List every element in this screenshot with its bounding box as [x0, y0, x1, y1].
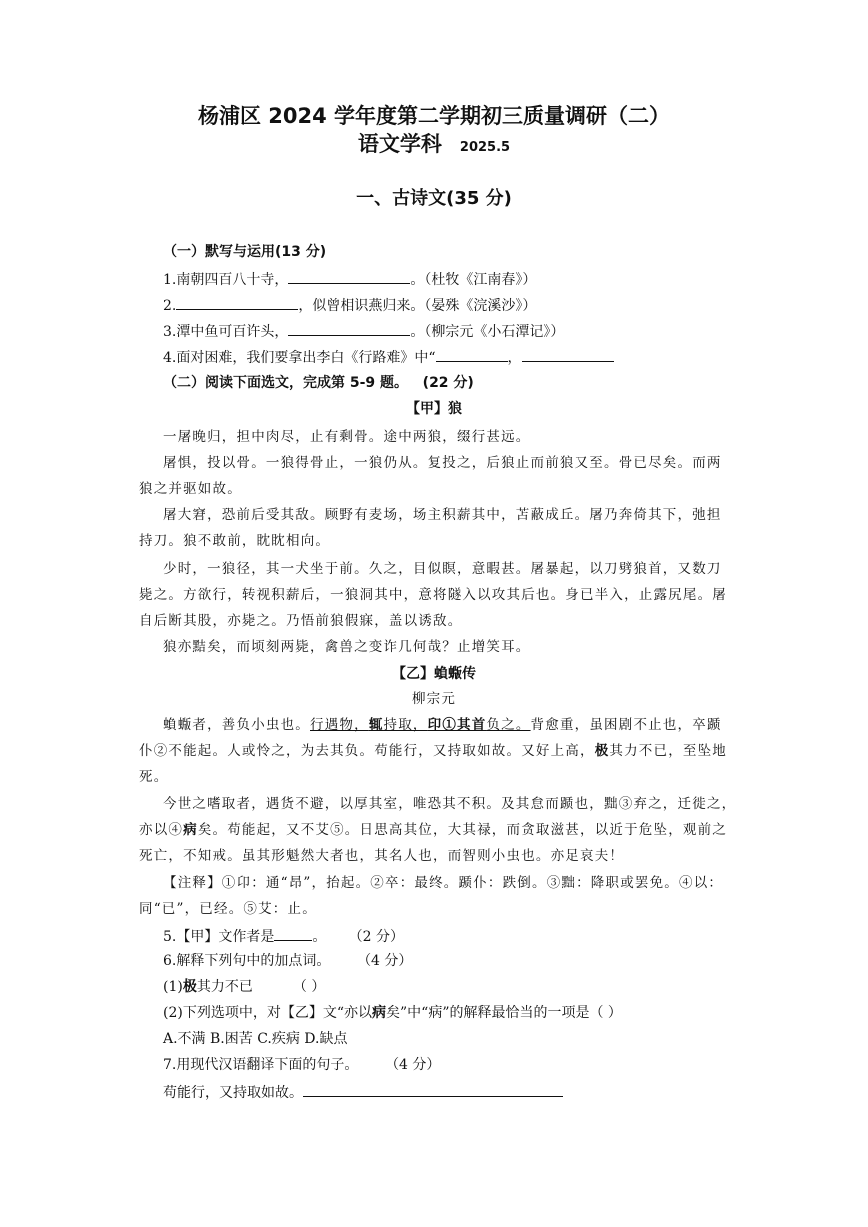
yi-u3: 持取， [383, 717, 428, 733]
q1-suffix: 。（杜牧《江南春》） [410, 272, 537, 288]
q5-blank[interactable] [274, 926, 312, 941]
q4-blank-1[interactable] [436, 347, 508, 362]
yi-dotted-ji: 极 [594, 743, 610, 759]
yi-line-6: 死亡，不知戒。虽其形魁然大者也，其名人也，而智则小虫也。亦足哀夫！ [139, 848, 625, 864]
question-6 [163, 952, 412, 970]
question-6-2 [163, 1004, 622, 1022]
q4-prefix: 4.面对困难，我们要拿出李白《行路难》中“ [163, 350, 436, 366]
yi-line-2 [139, 742, 727, 760]
part1-heading: （一）默写与运用(13 分) [163, 244, 327, 260]
q5-suffix: 。 [312, 929, 327, 945]
q4-blank-2[interactable] [522, 347, 614, 362]
q4-mid: ， [507, 350, 522, 366]
question-3 [163, 321, 564, 341]
yi-line-4: 今世之嗜取者，遇货不避，以厚其室，唯恐其不积。及其怠而踬也，黜③弃之，迁徙之， [163, 796, 737, 812]
notes-line-1: 【注释】①卬：通“昂”，抬起。②卒：最终。踬仆：跌倒。③黜：降职或罢免。④以： [163, 875, 724, 891]
jia-line-9: 狼亦黠矣，而顷刻两毙，禽兽之变诈几何哉？止增笑耳。 [163, 639, 531, 655]
question-6-2-options[interactable]: A.不满 B.困苦 C.疾病 D.缺点 [163, 1031, 348, 1047]
q6-2-dotted-bing: 病 [372, 1005, 386, 1021]
jia-line-3: 狼之并驱如故。 [139, 481, 242, 497]
question-2 [163, 295, 536, 315]
jia-line-7: 毙之。方欲行，转视积薪后，一狼洞其中，意将隧入以攻其后也。身已半入，止露尻尾。屠 [139, 587, 727, 603]
q6-text: 6.解释下列句中的加点词。 [163, 953, 331, 969]
jia-line-8: 自后断其股，亦毙之。乃悟前狼假寐，盖以诱敌。 [139, 613, 463, 629]
q6-2-a: (2)下列选项中，对【乙】文“亦以 [163, 1005, 372, 1021]
q1-blank[interactable] [288, 269, 410, 284]
yi-title: 【乙】蝜蝂传 [392, 666, 476, 682]
q6-1-text: 其力不已 [196, 979, 253, 995]
subject: 语文学科 [357, 132, 442, 156]
yi-u5: 负之。 [486, 717, 531, 733]
yi-l2a: 仆②不能起。人或怜之，为去其负。苟能行，又持取如故。又好上高， [139, 743, 595, 759]
q2-prefix: 2. [163, 298, 177, 314]
jia-line-4: 屠大窘，恐前后受其敌。顾野有麦场，场主积薪其中，苫蔽成丘。屠乃奔倚其下，弛担 [163, 507, 722, 523]
question-6-1 [163, 978, 325, 996]
yi-bold-angshou: 印①其首 [427, 717, 487, 733]
subject-line [0, 131, 868, 161]
yi-l2c: 其力不已，至坠地 [609, 743, 728, 759]
yi-line-5 [139, 821, 727, 839]
q7-text: 7.用现代汉语翻译下面的句子。 [163, 1057, 359, 1073]
q7-sentence: 苟能行，又持取如故。 [163, 1085, 303, 1101]
section-heading: 一、古诗文(35 分) [356, 188, 512, 209]
q6-score: （4 分） [357, 953, 413, 969]
question-7 [163, 1056, 440, 1074]
q2-blank[interactable] [176, 295, 298, 310]
yi-dotted-bing: 病 [183, 822, 198, 838]
part2-heading-text: （二）阅读下面选文，完成第 5-9 题。 [163, 375, 409, 391]
q7-score: （4 分） [385, 1057, 441, 1073]
jia-line-5: 持刀。狼不敢前，眈眈相向。 [139, 533, 331, 549]
question-4 [163, 347, 614, 367]
question-1 [163, 269, 536, 289]
q3-suffix: 。（柳宗元《小石潭记》） [410, 324, 565, 340]
q6-2-c: 矣”中“病”的解释最恰当的一项是（ ） [386, 1005, 622, 1021]
jia-line-2: 屠惧，投以骨。一狼得骨止，一狼仍从。复投之，后狼止而前狼又至。骨已尽矣。而两 [163, 455, 722, 471]
q3-blank[interactable] [288, 321, 410, 336]
yi-l5c: 矣。苟能起，又不艾⑤。日思高其位，大其禄，而贪取滋甚，以近于危坠，观前之 [197, 822, 728, 838]
jia-line-1: 一屠晚归，担中肉尽，止有剩骨。途中两狼，缀行甚远。 [163, 429, 531, 445]
jia-line-6: 少时，一狼径，其一犬坐于前。久之，目似瞑，意暇甚。屠暴起，以刀劈狼首，又数刀 [163, 561, 722, 577]
yi-l5a: 亦以④ [139, 822, 184, 838]
q6-1-answer-paren[interactable]: （ ） [292, 979, 326, 995]
question-5 [163, 926, 404, 946]
jia-title: 【甲】狼 [406, 401, 462, 417]
yi-p1-a: 蝜蝂者，善负小虫也。 [163, 717, 310, 733]
q1-prefix: 1.南朝四百八十寺， [163, 272, 289, 288]
part2-score: (22 分) [422, 375, 474, 391]
exam-date: 2025.5 [459, 140, 511, 155]
q6-1-num: (1) [163, 979, 183, 995]
part2-heading [163, 374, 474, 392]
yi-line-3: 死。 [139, 769, 169, 785]
q3-prefix: 3.潭中鱼可百许头， [163, 324, 289, 340]
q2-suffix: ，似曾相识燕归来。（晏殊《浣溪沙》） [298, 298, 537, 314]
yi-line-1 [163, 716, 722, 734]
notes-line-2: 同“已”，已经。⑤艾：止。 [139, 901, 317, 917]
yi-author: 柳宗元 [411, 691, 457, 707]
yi-underlined-sentence [310, 717, 531, 733]
q6-1-dotted-ji: 极 [182, 979, 197, 995]
q5-prefix: 5.【甲】文作者是 [163, 929, 275, 945]
q7-answer-blank[interactable] [303, 1082, 563, 1097]
yi-dotted-zhe: 辄 [368, 717, 384, 733]
yi-u1: 行遇物， [310, 717, 369, 733]
yi-p1-b: 背愈重，虽困剧不止也，卒踬 [530, 717, 722, 733]
question-7-sentence [163, 1082, 563, 1102]
page-title: 杨浦区 2024 学年度第二学期初三质量调研（二） [197, 104, 671, 128]
q5-score: （2 分） [348, 929, 404, 945]
